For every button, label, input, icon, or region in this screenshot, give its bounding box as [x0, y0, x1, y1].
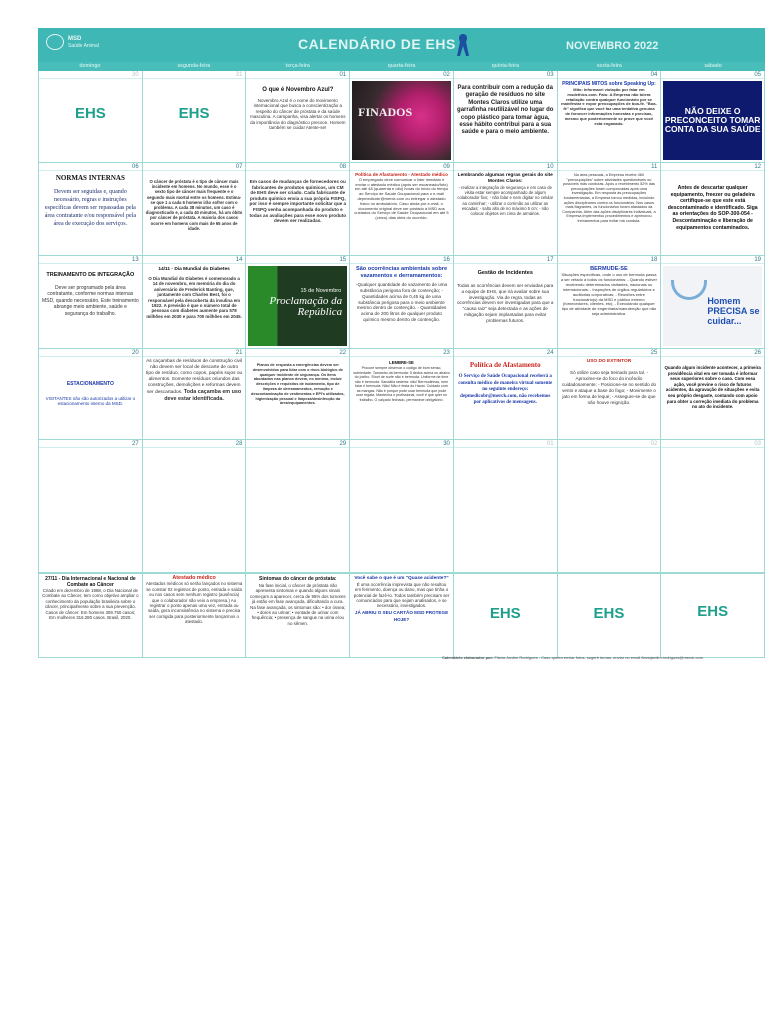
- cell-text: VISITANTES não são autorizados a utilizar o estacionamento interno da MSD.: [45, 396, 136, 407]
- day-cell: [454, 440, 558, 572]
- cell-text: Devem ser seguidas e, quando necessário, regras e instruções específicas devem ser repassadas pela área contratante e/ou responsável pela área de execução dos serviços.: [44, 189, 136, 227]
- day-cell: [246, 440, 350, 572]
- cell-title: O que é Novembro Azul?: [262, 87, 334, 93]
- cell-title: Lembrando algumas regras gerais do site Montes Claros:: [457, 173, 553, 184]
- day-number: 28: [143, 440, 246, 448]
- day-number: 04: [558, 71, 661, 79]
- day-cell: [350, 71, 454, 162]
- day-cell: [246, 256, 350, 348]
- day-cell: [350, 440, 454, 572]
- day-number: 30: [39, 71, 142, 79]
- cell-text: -Qualquer quantidade de vazamento de uma substância perigosa fora de contenção; - Quantidades acima de 0,45 kg de uma substância perigosa para o meio ambiente mesmo dentro de contenção. - Quantidades acima de 200 litros de qualquer produto químico mesmo dentro de contenção.: [355, 282, 448, 322]
- footer-credit: [442, 655, 703, 660]
- day-cell: [454, 256, 558, 348]
- cell-text: Para contribuir com a redução da geração de resíduos no site Montes Claros utilize uma garrafinha reutilizável no lugar do copo plástico para tomar água, esse hábito contribui para a sua saúde e para o meio ambiente.: [457, 85, 554, 136]
- day-number: 02: [350, 71, 453, 79]
- day-number: 03: [661, 440, 764, 448]
- cell-text: Mito: Informarei violação por falar em msdethics.com. Fato: A Empresa não tolera retaliação contra qualquer funcionário por se manifestar e expor preocupações de boa-fé. "Boa-fé" significa que você faz uma tentativa genuína de fornecer informações honestas e precisas, mesmo que posteriormente se prove que você está enganado.: [561, 87, 657, 126]
- cell-title: Sintomas do câncer de próstata:: [259, 576, 337, 582]
- cell-text: Procure sempre observar o código de bom senso, sobriedade. Tamanho da bermuda: 5 dedos acima ou abaixo do joelho. Short de surfe não é bermuda. Uniforme de time não é bermuda. Sandália rasteira: não! Bermudinhas, nem falar é bermuda. Não! Não é festa do Havaí. Cuidado com as mangas. Não é porque pode usar bermuda que pode usar regata. Mantenha o profissional, você é que quer no trabalho. O calçado fechado, permanece obrigatório.: [353, 366, 450, 402]
- day-cell: [39, 71, 143, 162]
- image-text: NÃO DEIXE O PRECONCEITO TOMAR CONTA DA SUA SAÚDE: [664, 106, 761, 134]
- day-cell: [39, 256, 143, 348]
- day-number: 19: [661, 256, 764, 264]
- calendar-title: CALENDÁRIO DE EHS: [298, 36, 456, 52]
- brand-sub: Saúde Animal: [68, 42, 99, 49]
- day-number: 13: [39, 256, 142, 264]
- ehs-label: EHS: [178, 105, 210, 122]
- day-cell: [39, 163, 143, 255]
- blue-ribbon-icon: [456, 32, 470, 58]
- day-cell: [454, 71, 558, 162]
- day-cell: [661, 574, 765, 657]
- day-number: 21: [143, 349, 246, 357]
- proclamacao-image: [248, 266, 347, 346]
- cell-extra: JÁ ABRIU O SEU CARTÃO MSD PROTEGE HOJE?: [354, 609, 449, 622]
- day-number: 23: [350, 349, 453, 357]
- day-cell: [39, 440, 143, 572]
- cell-text: O empregado deve comunicar o líder imediato e enviar o atestado médico (após ser escaneado/foto) em até 48 (quarenta e oito) horas do início do tempo ao Serviço de Saúde Ocupacional para o e-mail depmedicobr@merck.com ou entregar o atestado físico no ambulatório. Caso ainda por e-mail, o documento original deve ser postado à MSD aos cuidados do Serviço de Saúde Ocupacional em até 5 (cinco) dias úteis do ocorrido.: [354, 176, 449, 221]
- cell-title: Gestão de Incidentes: [477, 270, 533, 276]
- day-cell: [558, 71, 662, 162]
- day-cell: [661, 256, 765, 348]
- cell-text: Situações específicas, onde o uso de bermuda passa a ser vetado a todos os funcionários: - Quando estiver recebendo determinados visitantes, nacionais ou internacionais; - Inspeções de órgãos regulatórios e auditorias corporativas; - Reuniões entre funcionário(s) da MSD e público externo (fornecedores, clientes, etc); - Executando qualquer tipo de atividade de engenharia/manutenção que não seja administrativa.: [560, 272, 657, 317]
- day-cell: [558, 349, 662, 439]
- day-cell: [558, 256, 662, 348]
- day-cell: [454, 163, 558, 255]
- weekday-label: terça-feira: [285, 63, 310, 69]
- cell-text: Antes de descartar qualquer equipamento, freezer ou geladeira certifique-se que este está descontaminado e identificado. Siga as orientações do SOP-300-054 - Descontaminação e liberação de equipamentos contaminados.: [667, 185, 758, 231]
- day-number: 10: [454, 163, 557, 171]
- cell-title: Você sabe o que é um "Quase acidente?": [354, 576, 449, 581]
- day-cell: [454, 574, 558, 657]
- week-row: [39, 163, 765, 256]
- cell-title: NORMAS INTERNAS: [55, 174, 125, 182]
- weekday-label: segunda-feira: [177, 63, 211, 69]
- cell-title: PRINCIPAIS MITOS sobre Speaking Up:: [562, 81, 656, 87]
- day-number: 17: [454, 256, 557, 264]
- ehs-label: EHS: [74, 105, 106, 122]
- cell-text: É uma ocorrência imprevista que não resultou em ferimento, doença ou dano, mas que tinha o potencial de fazê-lo. Todos também precisam ser comunicados para que sejam analisados, e se necessário, investigados.: [353, 581, 450, 609]
- cell-title: São ocorrências ambientais sobre vazamentos e derramamentos:: [355, 266, 448, 279]
- cell-text: Planos de resposta a emergências devem ser desenvolvidos para lidar com o risco biológico de qualquer incidente de segurança. Os itens abordados nas planos devem, no mínimo, incluir descrições e requisitos de isolamento, tipo de limpeza de derramamentos, remoção e descontaminação de vestimentas e EPI's utilizados, higienização pessoal e limpeza/desinfecção da área/equipamentos.: [251, 363, 345, 406]
- cell-title: Política de Afastamento - Atestado médico: [355, 172, 448, 177]
- ehs-label: EHS: [489, 605, 521, 622]
- footer-text: Flávia Jardim Rodrigues - Caso queira enviar fotos, sugerir temas, enviar no email flaviajardim.rodrigues@merck.com: [494, 655, 704, 660]
- day-cell: [350, 163, 454, 255]
- day-cell: [661, 163, 765, 255]
- cell-title: 14/11 - Dia Mundial do Diabetes: [158, 267, 230, 272]
- weekday-label: quinta-feira: [491, 63, 519, 69]
- day-number: 12: [661, 163, 764, 171]
- day-cell: [143, 256, 247, 348]
- day-number: 25: [558, 349, 661, 357]
- day-cell: [246, 349, 350, 439]
- cell-text: Todas as ocorrências devem ser enviadas para a equipe de EHS, que irá avaliar sobre sua investigação. Via de regra, todas as ocorrências devem ser investigadas para que a "causa raiz" seja detectada e as ações de mitigação sejam implantadas para evitar problemas futuros.: [456, 283, 554, 323]
- mustache-icon: [671, 280, 707, 300]
- cell-extra: Toda caçamba em uso deve estar identificada.: [164, 389, 242, 402]
- day-cell: [143, 440, 247, 572]
- day-cell: [39, 349, 143, 439]
- day-number: 31: [143, 71, 246, 79]
- day-cell: [143, 71, 247, 162]
- weekday-header: [38, 62, 765, 71]
- week-row: [39, 573, 765, 658]
- cell-title: BERMUDE-SE: [590, 266, 628, 272]
- weekday-label: sexta-feira: [596, 63, 622, 69]
- cell-text: O câncer de próstata é o tipo de câncer mais incidente em homens. No mundo, esse é o sexto tipo de câncer mais frequente e o segundo mais mortal entre os homens. Estima-se que 1 a cada 6 homens irão sofrer com o problema. A cada 38 minutos, um caso é diagnosticado e, a cada 40 minutos, há um óbito por câncer de próstata. A maioria dos casos ocorre em homens com mais de 65 anos de idade.: [145, 179, 243, 231]
- cell-title: 27/11 - Dia Internacional e Nacional de Combate ao Câncer: [45, 576, 136, 588]
- day-number: 27: [39, 440, 142, 448]
- day-cell: [558, 574, 662, 657]
- cell-text: O Serviço de Saúde Ocupacional receberá a consulta médico de maneira virtual somente no seguinte endereço: depmedicobr@merck.com, não recebemos por aplicativos de mensagens.: [458, 374, 553, 406]
- day-number: 26: [661, 349, 764, 357]
- weekday-label: quarta-feira: [387, 63, 416, 69]
- week-row: [39, 440, 765, 573]
- calendar-header: [38, 28, 765, 62]
- day-cell: [246, 574, 350, 657]
- day-cell: [350, 574, 454, 657]
- day-number: 11: [558, 163, 661, 171]
- calendar-grid: [38, 71, 765, 658]
- cell-text: Atestados médicos só serão lançados no sistema se constar 02 registros de ponto, entrada e saída ou nos casos sem nenhum registro (ausência) que o colaborador não veio a empresa.) Ao registrar o ponto apenas uma vez, entrada ou saída, gera inconsistência no sistema e precisa ser corrigida para posteriormente lançarmos o atestado.: [145, 581, 243, 625]
- cell-title: LEMBRE-SE: [389, 360, 414, 365]
- day-number: 09: [350, 163, 453, 171]
- day-cell: [143, 349, 247, 439]
- day-cell: [454, 349, 558, 439]
- calendar-month: NOVEMBRO 2022: [566, 40, 659, 52]
- cell-text: Em casos de mudanças de fornecedores ou fabricantes de produtos químicos, um CM de EHS deve ser criado. Cada fabricante de produto químico envia a sua própria FISPQ, por isso é sempre importante solicitar que a FISPQ venha acompanhada do produto e todas as avaliações para esse novo produto devem ser realizadas.: [249, 179, 347, 224]
- image-text: Proclamação da República: [269, 295, 343, 318]
- cell-text: Na fase inicial, o câncer de próstata não apresenta sintomas e quando alguns sinais começam a aparecer, cerca de 95% dos tumores já estão em fase avançada, dificultando a cura. Na fase avançada, os sintomas são: • dor óssea; • dores ao urinar; • vontade de urinar com frequência; • presença de sangue na urina e/ou no sêmen.: [249, 583, 346, 626]
- cell-text: O Dia Mundial do Diabetes é comemorado a 14 de novembro, em memória do dia do aniversário de Frederick Banting, que, juntamente com Charles Best, foi o responsável pela descoberta da insulina em 1922. A previsão é que o número total de pessoas com diabetes aumente para 578 milhões em 2030 e para 700 milhões em 2045.: [146, 276, 242, 319]
- day-number: 16: [350, 256, 453, 264]
- cell-text: Novembro Azul é o nome do movimento internacional que busca a conscientização a respeito do câncer de próstata e da saúde masculina. A campanha, visa alertar os homens da importância do diagnóstico precoce. Homem também se cuida! Atente-se!: [250, 98, 346, 131]
- cell-text: - realizar a integração de segurança e em caso de visita estar sempre acompanhado de algum colaborador fixo; - não falar e nem digitar no celular ao caminhar; - utilizar o corrimão ao utilizar as escadas; - salto alto de no máximo 5 cm; - não colocar objetos em cima de armários.: [457, 185, 554, 217]
- day-number: 24: [454, 349, 557, 357]
- week-row: [39, 349, 765, 440]
- finados-image: [352, 81, 451, 160]
- brand-name: MSD: [68, 35, 82, 42]
- cell-text: As caçambas de resíduos de construção civil não devem ser local de descarte de outro tipo de resíduo, como copos, papéis sujos ou alimentos. Somente resíduos oriundos das construções, demolições e reformas devem ser descartados.: [145, 359, 243, 395]
- cell-text: Quando algum incidente acontecer, a primeira providência vital em ser tomada é informar seus superiores sobre o caso. Com essa ação, você previne o risco de futuros acidentes, da agravação de situações e evita seu próprio desgaste, contando com apoio para obter a correção imediata do problema no ato do incidente.: [664, 365, 761, 410]
- day-cell: [661, 349, 765, 439]
- day-number: 18: [558, 256, 661, 264]
- day-cell: [246, 71, 350, 162]
- week-row: [39, 71, 765, 163]
- cell-title: Atestado médico: [172, 575, 216, 581]
- day-cell: [558, 163, 662, 255]
- day-cell: [350, 256, 454, 348]
- footer-label: Calendário elaborador por:: [442, 655, 494, 660]
- cell-title: ESTACIONAMENTO: [66, 381, 114, 387]
- day-number: 29: [246, 440, 349, 448]
- day-cell: [661, 71, 765, 162]
- image-text: Homem PRECISA se cuidar...: [707, 296, 760, 326]
- msd-logo: [46, 34, 99, 50]
- day-cell: [143, 163, 247, 255]
- day-number: 20: [39, 349, 142, 357]
- weekday-label: domingo: [79, 63, 101, 69]
- day-cell: [661, 440, 765, 572]
- day-number: 01: [246, 71, 349, 79]
- day-cell: [246, 163, 350, 255]
- day-cell: [558, 440, 662, 572]
- day-cell: [39, 574, 143, 657]
- week-row: [39, 256, 765, 349]
- day-number: 01: [454, 440, 557, 448]
- ehs-label: EHS: [697, 603, 729, 620]
- cell-text: Criado em dezembro de 1988, o Dia Nacional de Combate ao Câncer, tem como objetivo ampliar o conhecimento da população brasileira sobre o câncer, principalmente sobre a sua prevenção. Casos de câncer: Em homens 309.750 casos; Em mulheres 316.280 casos. Brasil, 2020.: [42, 588, 139, 621]
- cell-title: Política de Afastamento: [469, 361, 541, 369]
- cell-title: USO DO EXTINTOR: [586, 359, 632, 364]
- cell-title: TREINAMENTO DE INTEGRAÇÃO: [46, 272, 135, 278]
- day-number: 02: [558, 440, 661, 448]
- image-date: 15 de Novembro: [300, 288, 342, 294]
- homem-cuidar-image: [663, 266, 762, 346]
- finados-text: FINADOS: [358, 105, 413, 119]
- day-number: 06: [39, 163, 142, 171]
- day-cell: [143, 574, 247, 657]
- weekday-label: sábado: [704, 63, 722, 69]
- day-number: 15: [246, 256, 349, 264]
- day-cell: [350, 349, 454, 439]
- logo-circle-icon: [46, 34, 64, 50]
- day-number: 05: [661, 71, 764, 79]
- day-number: 30: [350, 440, 453, 448]
- preconceito-image: [663, 81, 762, 160]
- day-number: 07: [143, 163, 246, 171]
- cell-text: Deve ser programado pela área contratante, conforme normas internas MSD, quando necessário. Este treinamento abrange meio ambiente, saúde e segurança do trabalho.: [42, 285, 139, 317]
- day-number: 03: [454, 71, 557, 79]
- day-number: 14: [143, 256, 246, 264]
- cell-text: Na área pessoais, a Empresa recebe 460 "preocupações" sobre atividades questionáveis ou possíveis más condutas. Após o recebimento 52% das preocupações foram comprovadas após uma investigação. Em resposta às preocupações fundamentadas, a Empresa tomou medidas, incluindo ações disciplinares contra os funcionários. Nos casos mais flagrantes, os funcionários foram afastados da Companhia. Além das ações disciplinares individuais, a Empresa implementou procedimentos e aprimorou treinamentos para evitar má conduta.: [562, 173, 656, 223]
- day-number: 08: [246, 163, 349, 171]
- ehs-label: EHS: [593, 605, 625, 622]
- day-number: 22: [246, 349, 349, 357]
- cell-text: Só utilize caso seja treinado para tal. - Aproxime-se do foco do incêndio cuidadosamente; - Posicione-se no sentido do vento e ataque a base do fogo; - Movimente o jato em forma de leque; - Assegure-se de que não houve reignição.: [561, 370, 657, 405]
